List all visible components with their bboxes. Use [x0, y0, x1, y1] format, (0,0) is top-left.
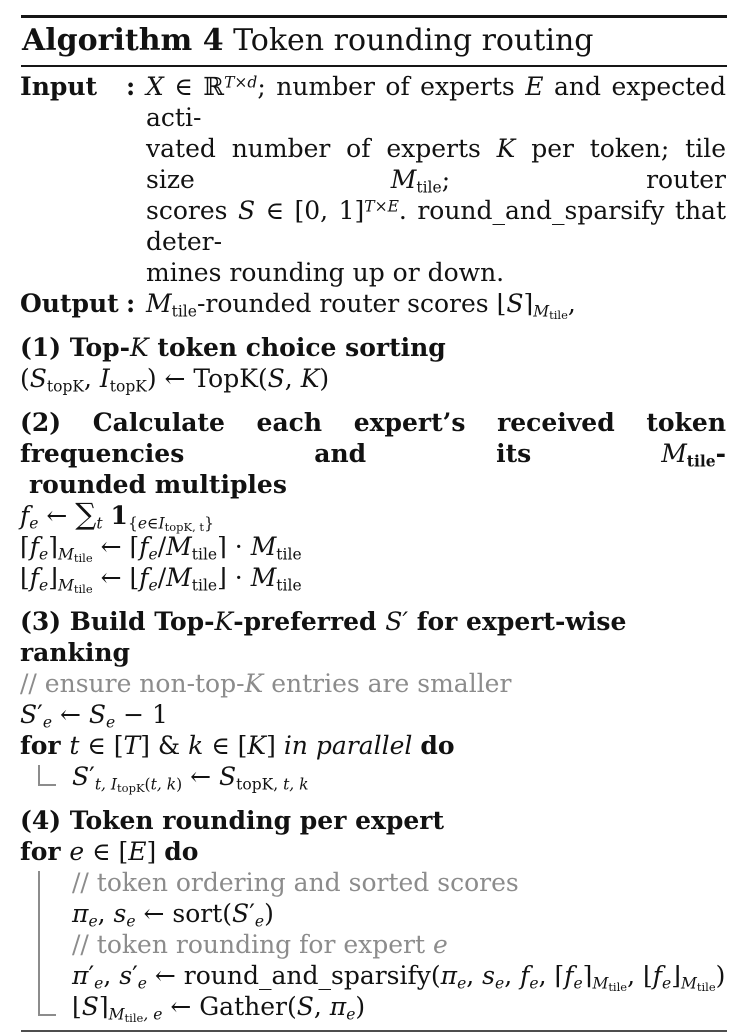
segment: vated number of experts [146, 134, 497, 163]
segment: t, k [283, 775, 309, 794]
segment: π [72, 961, 89, 990]
segment: E [128, 837, 147, 866]
segment: π [440, 961, 458, 990]
output-text [146, 288, 726, 323]
segment: / [157, 563, 167, 592]
segment: ← sort( [135, 899, 233, 928]
colon: : [126, 289, 136, 318]
input-line-4 [146, 257, 726, 288]
segment: topK [109, 377, 147, 396]
segment: tile [73, 551, 93, 566]
segment: , [567, 289, 576, 318]
s-prime-scatter [72, 761, 726, 796]
algorithm-body [20, 332, 726, 1026]
segment: T×d [224, 73, 258, 92]
segment: M [680, 974, 697, 993]
segment: ′ [249, 899, 255, 928]
segment: e [457, 974, 467, 993]
segment: ) [264, 899, 274, 928]
segment: tile [549, 308, 568, 323]
segment: ← ⌈ [92, 532, 140, 561]
segment: ; router [441, 165, 726, 194]
section-1-header [20, 332, 726, 363]
segment: ∈ [147, 514, 159, 533]
segment: - [715, 439, 726, 468]
segment: entries are smaller [263, 669, 512, 698]
segment: S [20, 700, 38, 729]
comment-non-topk [20, 668, 726, 699]
segment: S [29, 364, 47, 393]
segment: s [482, 961, 496, 990]
segment: K [247, 731, 267, 760]
segment: ′ [88, 961, 95, 990]
segment: tile [124, 1011, 144, 1026]
segment: f [139, 563, 149, 592]
section-2-header-cont [20, 469, 726, 500]
segment: I [99, 364, 110, 393]
segment: f [139, 532, 149, 561]
segment: π [329, 992, 347, 1021]
section-4-header [20, 805, 726, 836]
topk-assignment [20, 363, 726, 394]
segment: tile [696, 980, 716, 995]
segment: tile [191, 545, 218, 564]
segment: ] [146, 837, 165, 866]
algorithm-number-label: Algorithm 4 [22, 23, 224, 58]
segment: S [219, 762, 237, 791]
segment: topK [46, 377, 84, 396]
segment: M [592, 974, 609, 993]
segment: f [564, 961, 574, 990]
segment: ← round_and_sparsify( [146, 961, 441, 990]
segment: ( [144, 775, 151, 794]
segment: T [123, 731, 141, 760]
output-line-1 [146, 288, 726, 323]
comment-rounding [72, 929, 726, 960]
segment: do [420, 731, 455, 760]
segment: e [137, 514, 148, 533]
segment: (4) Token rounding per expert [20, 806, 444, 835]
io-block [20, 71, 726, 323]
segment: e [39, 545, 49, 564]
segment: // token rounding for expert [72, 930, 433, 959]
segment: e [137, 974, 147, 993]
segment: // token ordering and sorted scores [72, 868, 519, 897]
segment: K [496, 134, 516, 163]
segment: } [204, 514, 214, 533]
segment: t [69, 731, 80, 760]
segment: mines rounding up or down. [146, 258, 505, 287]
segment: (3) Build Top- [20, 607, 215, 636]
segment: token choice sorting [148, 333, 446, 362]
segment: tile [686, 451, 716, 471]
segment: e [29, 514, 39, 533]
segment: M [533, 302, 550, 321]
segment: K [214, 607, 234, 636]
segment: ) [355, 992, 366, 1021]
ceil-multiple [20, 531, 726, 566]
segment: for [20, 837, 70, 866]
segment: π [72, 899, 89, 928]
segment: (2) Calculate each expert’s received token frequencies and its [20, 408, 726, 468]
segment: ← ⌊ [92, 563, 140, 592]
segment: tile [608, 980, 628, 995]
segment: , ⌈ [538, 961, 565, 990]
segment: ← [38, 501, 76, 530]
segment: ′ [132, 961, 138, 990]
segment: M [57, 576, 74, 595]
segment: ) ← TopK( [146, 364, 268, 393]
segment: ∈ [ [79, 731, 124, 760]
segment: e [662, 974, 672, 993]
segment: ⌉ [48, 532, 58, 561]
segment: per token; tile size [146, 134, 726, 194]
segment: K [244, 669, 264, 698]
segment: ⌋ · [217, 563, 251, 592]
output-label: Output [20, 289, 119, 318]
output-row [20, 288, 726, 323]
segment: e [126, 912, 136, 931]
segment: ← [52, 700, 89, 729]
segment: , [284, 364, 301, 393]
segment: S [88, 700, 106, 729]
segment: ⌉ [523, 289, 534, 318]
segment: M [390, 165, 417, 194]
segment [103, 501, 111, 530]
segment: ∈ ℝ [163, 72, 225, 101]
segment: ) [176, 775, 183, 794]
comment-ordering [72, 867, 726, 898]
segment: for [20, 731, 70, 760]
segment: e [254, 912, 265, 931]
segment: ( [20, 364, 30, 393]
segment: ⌈ [20, 532, 30, 561]
segment: in parallel [283, 731, 413, 760]
segment: M [108, 1005, 125, 1024]
segment: T×E [364, 197, 399, 216]
segment: ⌊ [72, 992, 82, 1021]
segment: e [88, 912, 98, 931]
input-line-3 [146, 195, 726, 257]
algorithm-figure [0, 15, 746, 1032]
segment: tile [73, 582, 93, 597]
segment: for expert-wise ranking [20, 607, 627, 667]
segment: I [158, 514, 165, 533]
segment: ∈ [ [84, 837, 129, 866]
segment: topK, [236, 775, 284, 794]
segment: t, [94, 775, 111, 794]
segment: , [83, 364, 100, 393]
s-prime-init [20, 699, 726, 730]
segment: -rounded router scores ⌊ [196, 289, 507, 318]
input-label: Input [20, 72, 98, 101]
segment: M [57, 545, 74, 564]
segment: I [110, 775, 118, 794]
segment: S [296, 992, 314, 1021]
segment: f [520, 961, 530, 990]
segment: tile [191, 576, 218, 595]
segment: ′ [37, 700, 43, 729]
segment: , [103, 961, 120, 990]
segment: S [81, 992, 99, 1021]
segment: S [506, 289, 524, 318]
for-experts [20, 836, 726, 867]
segment: ⌉ [98, 992, 109, 1021]
segment: . round_and_sparsify that deter- [146, 196, 726, 256]
segment: , [97, 899, 114, 928]
segment: E [525, 72, 544, 101]
caption-rule [21, 65, 727, 67]
segment: e [346, 1005, 356, 1024]
segment: tile [276, 545, 302, 564]
segment: and expected acti- [146, 72, 726, 132]
segment: e [432, 930, 448, 959]
floor-multiple [20, 562, 726, 597]
segment: ∈ [0, 1] [255, 196, 365, 225]
loop-body-1 [20, 761, 726, 796]
round-and-sparsify [72, 960, 726, 995]
segment: M [250, 532, 277, 561]
segment: M [166, 532, 192, 561]
segment: // ensure non-top- [20, 669, 245, 698]
segment: s [113, 899, 127, 928]
segment: X [146, 72, 164, 101]
segment: S [72, 762, 90, 791]
segment: t, k [150, 775, 177, 794]
segment: e [106, 713, 116, 732]
segment: k [188, 731, 204, 760]
segment: ; number of experts [257, 72, 526, 101]
segment: / [157, 532, 167, 561]
segment: e [42, 713, 53, 732]
segment: M [661, 439, 687, 468]
segment: , [313, 992, 330, 1021]
segment: { [127, 514, 138, 533]
sort-scores [72, 898, 726, 929]
segment: f [20, 501, 30, 530]
segment: 1 [110, 501, 128, 530]
input-text [146, 71, 726, 288]
segment: ′ [89, 762, 95, 791]
segment: e [69, 837, 85, 866]
segment: s [119, 961, 133, 990]
section-3-header [20, 606, 726, 668]
segment: (1) Top- [20, 333, 131, 362]
segment: f [29, 563, 40, 592]
segment: , e [143, 1005, 163, 1024]
segment: tile [171, 302, 197, 321]
loop-body-2 [20, 867, 726, 1026]
segment: ∑ [75, 497, 97, 531]
segment: S [267, 364, 285, 393]
segment: topK [117, 781, 145, 796]
segment: ⌉ [582, 961, 593, 990]
segment: ] & [140, 731, 189, 760]
segment: e [529, 974, 539, 993]
segment: e [573, 974, 583, 993]
segment: , [504, 961, 521, 990]
segment: M [146, 289, 172, 318]
segment: f [652, 961, 663, 990]
segment: S [232, 899, 250, 928]
segment: , ⌊ [627, 961, 653, 990]
segment: f [29, 532, 40, 561]
section-2-header [20, 407, 726, 469]
segment: ) [319, 364, 330, 393]
gather [72, 991, 726, 1026]
segment: M [250, 563, 277, 592]
segment: S [237, 196, 256, 225]
segment: K [300, 364, 320, 393]
segment: e [148, 545, 158, 564]
segment: e [148, 576, 158, 595]
segment: scores [146, 196, 238, 225]
segment: rounded multiples [29, 470, 287, 499]
segment: ) [715, 961, 726, 990]
algorithm-title-text: Token rounding routing [223, 23, 594, 58]
segment: M [166, 563, 192, 592]
input-line-1 [146, 71, 726, 133]
segment: do [164, 837, 199, 866]
input-row [20, 71, 726, 288]
colon: : [126, 72, 136, 101]
segment: topK, t [164, 520, 205, 535]
segment: -preferred [233, 607, 386, 636]
segment: S′ [385, 607, 409, 636]
segment: ← Gather( [162, 992, 297, 1021]
segment: ⌊ [20, 563, 30, 592]
segment: ⌋ [48, 563, 58, 592]
segment: e [39, 576, 49, 595]
segment: , [466, 961, 483, 990]
segment: tile [276, 576, 302, 595]
segment: ⌋ [671, 961, 681, 990]
segment: ⌉ · [217, 532, 251, 561]
segment: t [96, 514, 103, 533]
segment: − 1 [115, 700, 168, 729]
algorithm-caption [20, 18, 726, 65]
segment: ← [182, 762, 219, 791]
for-parallel [20, 730, 726, 761]
segment: e [94, 974, 104, 993]
segment: ] [266, 731, 284, 760]
segment: K [130, 333, 149, 362]
segment: ∈ [ [203, 731, 248, 760]
input-line-2 [146, 133, 726, 195]
frequency-count [20, 497, 726, 535]
segment: e [495, 974, 505, 993]
segment: tile [416, 178, 442, 197]
